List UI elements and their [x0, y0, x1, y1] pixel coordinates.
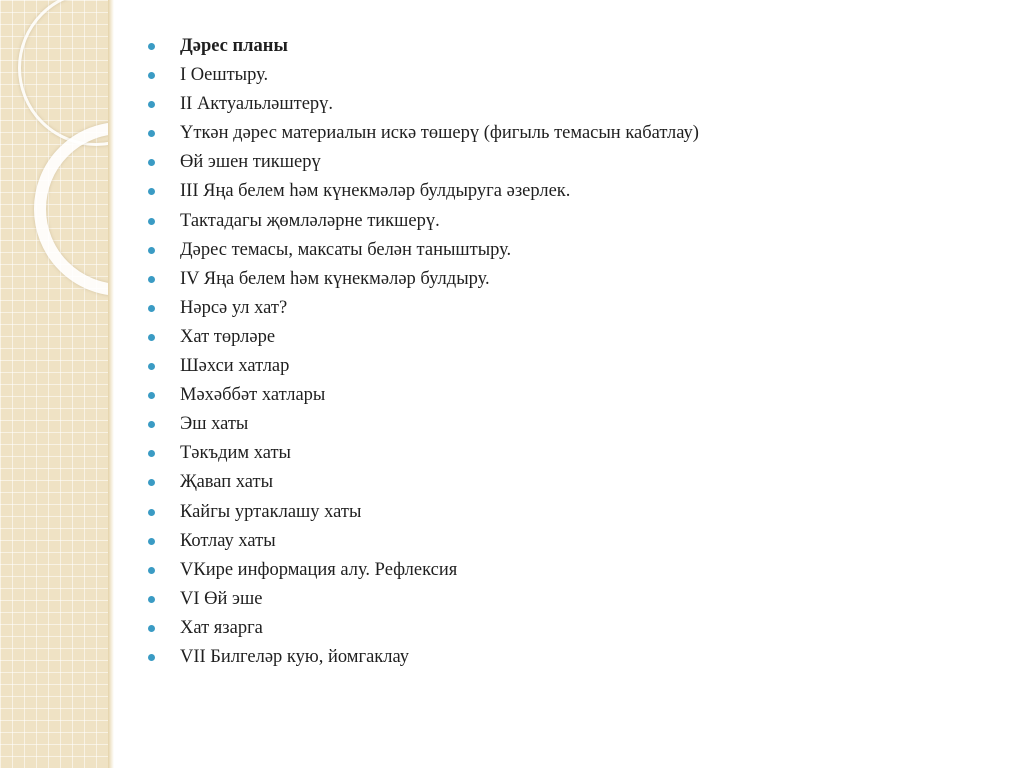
list-item-text: Тактадагы җөмләләрне тикшерү.: [180, 210, 440, 231]
list-item: [146, 61, 986, 90]
list-item-text: Хат язарга: [180, 617, 263, 638]
bullet-icon: [148, 363, 155, 370]
slide-content: [146, 32, 986, 672]
list-item-text: I Оештыру.: [180, 65, 269, 86]
list-item-text: Өй эшен тикшерү: [180, 152, 321, 173]
bullet-icon: [148, 43, 155, 50]
list-item-text: VI Өй эше: [180, 588, 263, 609]
list-item-text: Тәкъдим хаты: [180, 443, 291, 464]
list-item-text: Үткән дәрес материалын искә төшерү (фигыль темасын кабатлау): [180, 123, 699, 144]
list-item: [146, 177, 986, 206]
list-item: [146, 119, 986, 148]
list-item: [146, 323, 986, 352]
list-item-text: Шәхси хатлар: [180, 356, 290, 377]
list-item-text: II Актуальләштерү.: [180, 94, 334, 115]
list-item: [146, 556, 986, 585]
decorative-ring-middle: [34, 122, 112, 296]
list-item-text: Дәрес темасы, максаты белән таныштыру.: [180, 239, 512, 260]
bullet-icon: [148, 479, 155, 486]
bullet-icon: [148, 305, 155, 312]
bullet-icon: [148, 334, 155, 341]
list-item-text: VКире информация алу. Рефлексия: [180, 559, 458, 580]
bullet-icon: [148, 654, 155, 661]
list-item: [146, 236, 986, 265]
bullet-icon: [148, 72, 155, 79]
list-item: [146, 643, 986, 672]
lesson-plan-list: [146, 32, 986, 672]
list-item: [146, 614, 986, 643]
list-item-text: III Яңа белем һәм күнекмәләр булдыруга әзерлек.: [180, 181, 571, 202]
list-item-text: Эш хаты: [180, 414, 249, 435]
list-item: [146, 148, 986, 177]
list-item-text: Җавап хаты: [180, 472, 274, 493]
bullet-icon: [148, 625, 155, 632]
bullet-icon: [148, 596, 155, 603]
list-item-text: Котлау хаты: [180, 530, 276, 551]
bullet-icon: [148, 421, 155, 428]
bullet-icon: [148, 218, 155, 225]
list-item: [146, 468, 986, 497]
bullet-icon: [148, 188, 155, 195]
list-item-text: Хат төрләре: [180, 326, 276, 347]
bullet-icon: [148, 450, 155, 457]
list-item: [146, 498, 986, 527]
list-item-text: Дәрес планы: [180, 36, 288, 56]
list-item-text: VII Билгеләр кую, йомгаклау: [180, 646, 410, 667]
bullet-icon: [148, 101, 155, 108]
bullet-icon: [148, 538, 155, 545]
list-item: [146, 585, 986, 614]
list-item: [146, 207, 986, 236]
bullet-icon: [148, 159, 155, 166]
list-item-text: Кайгы уртаклашу хаты: [180, 501, 362, 522]
bullet-icon: [148, 276, 155, 283]
list-item: [146, 410, 986, 439]
bullet-icon: [148, 130, 155, 137]
decorative-side-panel: [0, 0, 112, 768]
list-item-text: Нәрсә ул хат?: [180, 297, 288, 318]
list-item: [146, 352, 986, 381]
list-item: [146, 90, 986, 119]
list-item: [146, 439, 986, 468]
bullet-icon: [148, 392, 155, 399]
list-item: [146, 265, 986, 294]
list-item: [146, 294, 986, 323]
bullet-icon: [148, 509, 155, 516]
list-item-text: Мәхәббәт хатлары: [180, 385, 326, 406]
lesson-plan-heading: [146, 32, 986, 61]
bullet-icon: [148, 247, 155, 254]
side-panel-edge: [108, 0, 114, 768]
list-item: [146, 381, 986, 410]
list-item: [146, 527, 986, 556]
bullet-icon: [148, 567, 155, 574]
list-item-text: IV Яңа белем һәм күнекмәләр булдыру.: [180, 268, 490, 289]
